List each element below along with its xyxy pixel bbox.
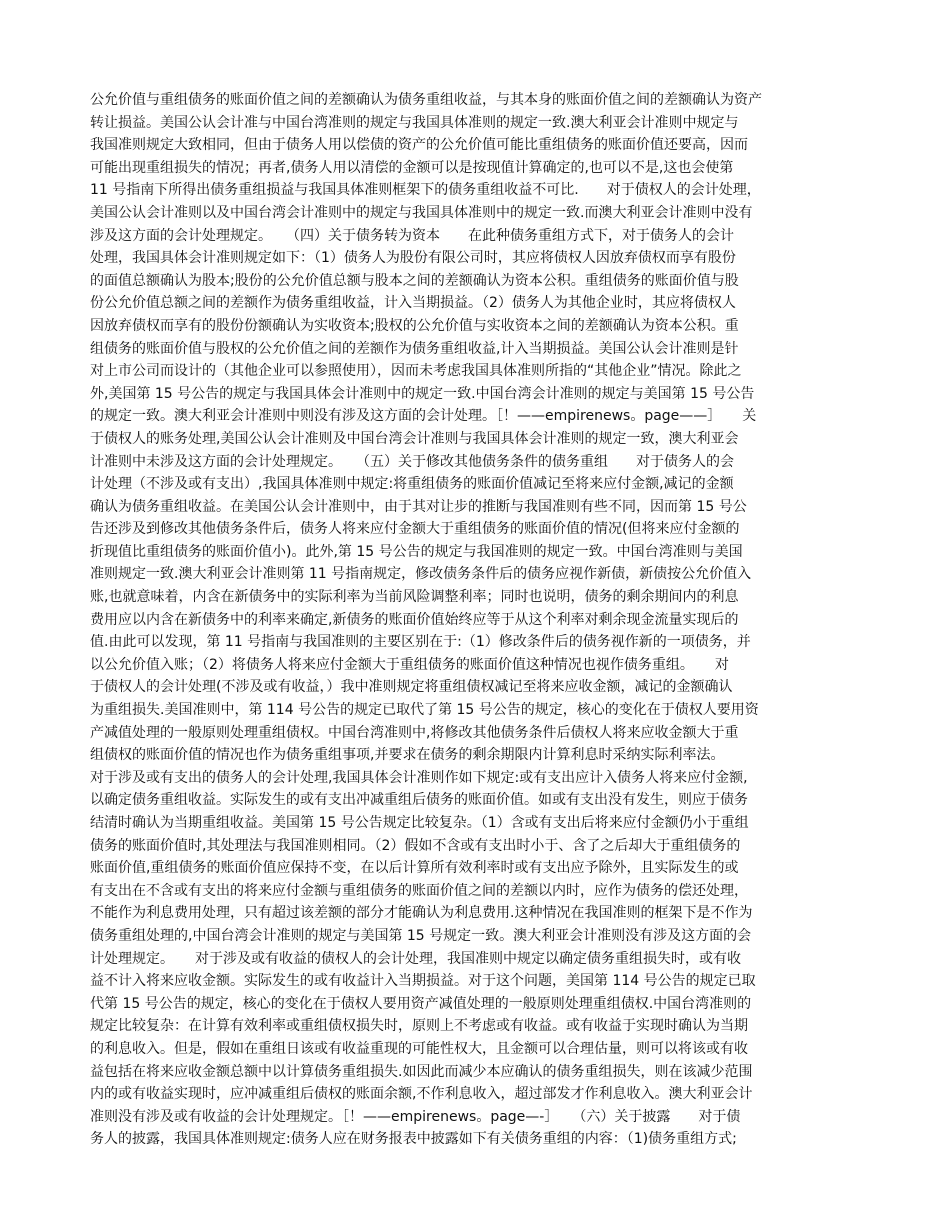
text-line: 确认为债务重组收益。在美国公认会计准则中，由于其对让步的推断与我国准则有些不同，因而第 15 号公 [90, 498, 747, 515]
text-line: 计处理（不涉及或有支出）,我国具体准则中规定:将重组债务的账面价值减记至将来应付金额,减记的金额 [90, 476, 734, 493]
text-line: 不能作为利息费用处理，只有超过该差额的部分才能确认为利息费用.这种情况在我国准则的框架下是不作为 [90, 905, 753, 922]
text-line: 我国准则规定大致相同，但由于债务人用以偿债的资产的公允价值可能比重组债务的账面价值还要高，因而 [90, 137, 748, 154]
text-line: 计处理规定。 对于涉及或有收益的债权人的会计处理，我国准则中规定以确定债务重组损失时，或有收 [90, 950, 741, 967]
text-line: 对于涉及或有支出的债务人的会计处理,我国具体会计准则作如下规定:或有支出应计入债务人将来应付金额, [90, 769, 748, 786]
text-line: 务人的披露，我国具体准则规定:债务人应在财务报表中披露如下有关债务重组的内容：（1)债务重组方式; [90, 1131, 737, 1148]
text-line: 债务重组处理的,中国台湾会计准则的规定与美国第 15 号规定一致。澳大利亚会计准则没有涉及这方面的会 [90, 927, 752, 944]
text-line: 美国公认会计准则以及中国台湾会计准则中的规定与我国具体准则中的规定一致.而澳大利亚会计准则中没有 [90, 204, 753, 221]
text-line: 内的或有收益实现时，应冲减重组后债权的账面余额,不作利息收入，超过部发才作利息收入。澳大利亚会计 [90, 1086, 753, 1103]
text-line: 折现值比重组债务的账面价值小)。此外,第 15 号公告的规定与我国准则的规定一致。中国台湾准则与美国 [90, 543, 743, 560]
text-line: 的面值总额确认为股本;股份的公允价值总额与股本之间的差额确认为资本公积。重组债务的账面价值与股 [90, 272, 739, 289]
text-line: 公允价值与重组债务的账面价值之间的差额确认为债务重组收益，与其本身的账面价值之间的差额确认为资产 [90, 92, 762, 108]
text-line: 为重组损失.美国准则中，第 114 号公告的规定已取代了第 15 号公告的规定，核心的变化在于债权人要用资 [90, 702, 759, 719]
text-line: 代第 15 号公告的规定，核心的变化在于债权人要用资产减值处理的一般原则处理重组债权.中国台湾准则的 [90, 995, 752, 1012]
text-line: 组债务的账面价值与股权的公允价值之间的差额作为债务重组收益,计入当期损益。美国公认会计准则是针 [90, 340, 739, 357]
text-line: 组债权的账面价值的情况也作为债务重组事项,并要求在债务的剩余期限内计算利息时采纳实际利率法。 [90, 747, 725, 764]
text-line: 以公允价值入账；（2）将债务人将来应付金额大于重组债务的账面价值这种情况也视作债务重组。 对 [90, 656, 729, 673]
text-line: 于债权人的账务处理,美国公认会计准则及中国台湾会计准则与我国具体会计准则的规定一致，澳大利亚会 [90, 430, 739, 447]
text-line: 费用应以内含在新债务中的利率来确定,新债务的账面价值始终应等于从这个利率对剩余现金流量实现后的 [90, 611, 739, 628]
text-line: 账面价值,重组债务的账面价值应保持不变，在以后计算所有效利率时或有支出应予除外，且实际发生的或 [90, 860, 739, 877]
text-line: 告还涉及到修改其他债务条件后，债务人将来应付金额大于重组债务的账面价值的情况(但将来应付金额的 [90, 521, 740, 538]
text-line: 份公允价值总额之间的差额作为债务重组收益，计入当期损益。（2）债务人为其他企业时，其应将债权人 [90, 295, 736, 312]
text-line: 涉及这方面的会计处理规定。 （四）关于债务转为资本 在此种债务重组方式下，对于债务人的会计 [90, 227, 734, 244]
text-line: 账,也就意味着，内含在新债务中的实际利率为当前风险调整利率；同时也说明，债务的剩余期间内的利息 [90, 589, 739, 606]
text-line: 债务的账面价值时,其处理法与我国准则相同。（2）假如不含或有支出时小于、含了之后却大于重组债务的 [90, 837, 741, 854]
text-line: 的利息收入。但是，假如在重组日该或有收益重现的可能性权大，且金额可以合理估量，则可以将该或有收 [90, 1040, 748, 1057]
text-line: 准则规定一致.澳大利亚会计准则第 11 号指南规定，修改债务条件后的债务应视作新债，新债按公允价值入 [90, 566, 752, 583]
text-line: 因放弃债权而享有的股份份额确认为实收资本;股权的公允价值与实收资本之间的差额确认为资本公积。重 [90, 317, 739, 334]
text-line: 可能出现重组损失的情况；再者,债务人用以清偿的金额可以是按现值计算确定的,也可以不是,这也会使第 [90, 159, 734, 176]
text-line: 的规定一致。澳大利亚会计准则中则没有涉及这方面的会计处理。［！——empirenews。page——］ 关 [90, 408, 757, 425]
document-page [90, 89, 865, 1151]
text-line: 产减值处理的一般原则处理重组债权。中国台湾准则中,将修改其他债务条件后债权人将来应收金额大于重 [90, 724, 739, 741]
text-line: 外,美国第 15 号公告的规定与我国具体会计准则中的规定一致.中国台湾会计准则的规定与美国第 15 号公告 [90, 385, 755, 402]
text-line: 益包括在将来应收金额总额中以计算债务重组损失.如因此而减少本应确认的债务重组损失，则在该减少范围 [90, 1063, 753, 1080]
text-line: 规定比较复杂：在计算有效利率或重组债权损失时，原则上不考虑或有收益。或有收益于实现时确认为当期 [90, 1018, 748, 1035]
text-line: 以确定债务重组收益。实际发生的或有支出冲减重组后债务的账面价值。如或有支出没有发生，则应于债务 [90, 792, 748, 809]
text-line: 11 号指南下所得出债务重组损益与我国具体准则框架下的债务重组收益不可比. 对于债权人的会计处理， [90, 182, 761, 199]
text-line: 于债权人的会计处理(不涉及或有收益，）我中准则规定将重组债权减记至将来应收金额，减记的金额确认 [90, 679, 733, 696]
text-line: 益不计入将来应收金额。实际发生的或有收益计入当期损益。对于这个问题，美国第 114 号公告的规定已取 [90, 973, 756, 990]
text-line: 计准则中未涉及这方面的会计处理规定。 （五）关于修改其他债务条件的债务重组 对于债务人的会 [90, 453, 734, 470]
text-line: 有支出在不含或有支出的将来应付金额与重组债务的账面价值之间的差额以内时，应作为债务的偿还处理， [90, 882, 748, 899]
text-line: 对上市公司而设计的（其他企业可以参照使用），因而未考虑我国具体准则所指的“其他企业”情况。除此之 [90, 363, 742, 380]
text-line: 结清时确认为当期重组收益。美国第 15 号公告规定比较复杂。（1）含或有支出后将来应付金额仍小于重组 [90, 815, 749, 831]
text-line: 准则没有涉及或有收益的会计处理规定。［！——empirenews。page—-］ （六）关于披露 对于债 [90, 1108, 741, 1125]
text-line: 处理，我国具体会计准则规定如下：（1）债务人为股份有限公司时，其应将债权人因放弃债权而享有股份 [90, 250, 736, 267]
text-line: 转让损益。美国公认会计准与中国台湾准则的规定与我国具体准则的规定一致.澳大利亚会计准则中规定与 [90, 114, 739, 131]
text-line: 值.由此可以发现，第 11 号指南与我国准则的主要区别在于:（1）修改条件后的债务视作新的一项债务，并 [90, 634, 751, 651]
